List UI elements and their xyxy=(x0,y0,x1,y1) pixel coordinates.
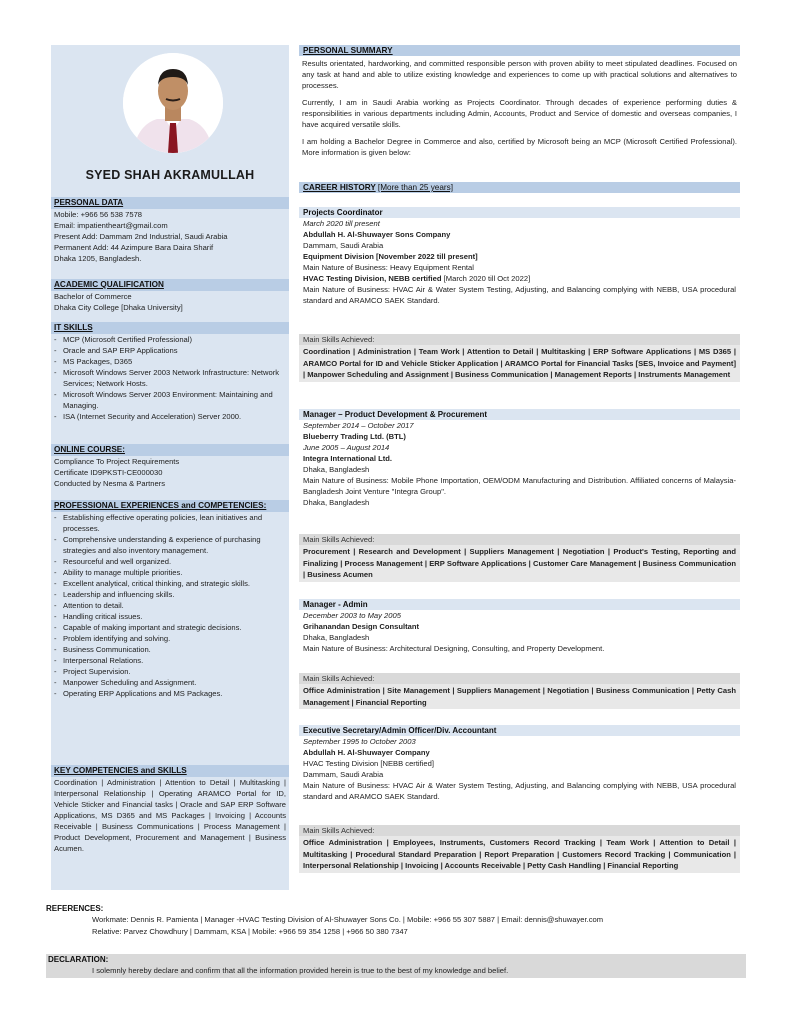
summary-paragraph-2: Currently, I am in Saudi Arabia working as Projects Coordinator. Through decades of experience performing duties & responsibilities in various departments including Admin, Accounts, Product and Service of domestic and overseas companies, I have acquired versatile skills. xyxy=(302,98,737,129)
job-division: Equipment Division [November 2022 till present] xyxy=(303,252,478,261)
competencies-heading: PROFESSIONAL EXPERIENCES and COMPETENCIES: xyxy=(51,500,289,512)
list-item: - Capable of making important and strategic decisions. xyxy=(51,622,289,633)
it-skills-section xyxy=(51,322,289,422)
list-item: - Microsoft Windows Server 2003 Network Infrastructure: Network Services; Network Hosts. xyxy=(51,367,289,389)
job-location-2: Dhaka, Bangladesh xyxy=(303,498,370,507)
key-competencies-heading: KEY COMPETENCIES and SKILLS xyxy=(51,765,289,777)
skills-text: Coordination | Administration | Team Work | Attention to Detail | Multitasking | ERP Software Applications | MS D365 | ARAMCO Portal for ID and Vehicle Sticker Application | ARAMCO Portal for Financial Tasks [SES, Invoice and Payment] | Manpower Scheduling and Assignment | Business Communication | Management Reports | Instruments Management xyxy=(303,347,736,379)
job-title: Manager - Admin xyxy=(299,599,740,610)
job-company: Blueberry Trading Ltd. (BTL) xyxy=(303,432,406,441)
job-projects-coordinator xyxy=(299,207,740,306)
references-section xyxy=(46,903,746,938)
conductor-line: Conducted by Nesma & Partners xyxy=(54,479,166,488)
list-item: - ISA (Internet Security and Acceleration) Server 2000. xyxy=(51,411,289,422)
skills-label: Main Skills Achieved: xyxy=(299,534,740,545)
online-course-heading: ONLINE COURSE: xyxy=(51,444,289,456)
job-nature-2: Main Nature of Business: HVAC Air & Water System Testing, Adjusting, and Balancing complying with NEBB, USA procedural standard and ARAMCO SAEK Standard. xyxy=(303,285,736,305)
job-nature: Main Nature of Business: HVAC Air & Water System Testing, Adjusting, and Balancing complying with NEBB, USA procedural standard and ARAMCO SAEK Standard. xyxy=(303,781,736,801)
job-period: March 2020 till present xyxy=(303,219,380,228)
it-skills-heading: IT SKILLS xyxy=(51,322,289,334)
list-item: - Oracle and SAP ERP Applications xyxy=(51,345,289,356)
list-item: - Resourceful and well organized. xyxy=(51,556,289,567)
reference-workmate: Workmate: Dennis R. Pamienta | Manager -HVAC Testing Division of Al-Shuwayer Sons Co. | Mobile: +966 55 307 5887 | Email: dennis@shuwayer.com xyxy=(92,915,604,924)
job-division: HVAC Testing Division [NEBB certified] xyxy=(303,759,434,768)
list-item: - Attention to detail. xyxy=(51,600,289,611)
job-company: Abdullah H. Al-Shuwayer Company xyxy=(303,748,430,757)
division-name: HVAC Testing Division, NEBB certified xyxy=(303,274,442,283)
declaration-section xyxy=(46,954,746,978)
college-line: Dhaka City College [Dhaka University] xyxy=(54,303,183,312)
list-item: - Interpersonal Relations. xyxy=(51,655,289,666)
it-skills-list xyxy=(51,334,289,422)
job-company: Grihanandan Design Consultant xyxy=(303,622,420,631)
list-item: - Operating ERP Applications and MS Packages. xyxy=(51,688,289,699)
job-company-2: Integra International Ltd. xyxy=(303,454,393,463)
list-item: - Ability to manage multiple priorities. xyxy=(51,567,289,578)
list-item: - Leadership and influencing skills. xyxy=(51,589,289,600)
main-content xyxy=(299,45,740,870)
job-title: Executive Secretary/Admin Officer/Div. Accountant xyxy=(299,725,740,736)
competencies-section xyxy=(51,500,289,699)
list-item: - Establishing effective operating policies, lean initiatives and processes. xyxy=(51,512,289,534)
job-location: Dhaka, Bangladesh xyxy=(303,465,370,474)
job-nature: Main Nature of Business: Mobile Phone Importation, OEM/ODM Manufacturing and Distribution. Affiliated concerns of Malaysia-Bangladesh Joint Venture "Integra Group". xyxy=(303,476,736,496)
career-title: CAREER HISTORY xyxy=(303,183,376,192)
degree-line: Bachelor of Commerce xyxy=(54,292,132,301)
job-manager-admin xyxy=(299,599,740,654)
mobile-line: Mobile: +966 56 538 7578 xyxy=(54,210,143,219)
skills-label: Main Skills Achieved: xyxy=(299,673,740,684)
job-manager-product-development xyxy=(299,409,740,508)
job-nature: Main Nature of Business: Heavy Equipment Rental xyxy=(303,263,474,272)
list-item: - Manpower Scheduling and Assignment. xyxy=(51,677,289,688)
summary-heading xyxy=(299,45,740,56)
skills-box xyxy=(299,673,740,709)
personal-data-heading: PERSONAL DATA xyxy=(51,197,289,209)
left-sidebar xyxy=(51,45,289,890)
list-item: - Business Communication. xyxy=(51,644,289,655)
job-location: Dhaka, Bangladesh xyxy=(303,633,370,642)
permanent-address-line: Permanent Add: 44 Azimpure Bara Daira Sharif xyxy=(54,243,214,252)
job-company: Abdullah H. Al-Shuwayer Sons Company xyxy=(303,230,451,239)
job-executive-secretary xyxy=(299,725,740,802)
job-location: Dammam, Saudi Arabia xyxy=(303,241,384,250)
summary-paragraph-1: Results orientated, hardworking, and committed responsible person with proven ability to meet stipulated deadlines. Focused on any task at hand and able to utilize existing knowledge and experiences to come up with practical solutions and alternatives to processes. xyxy=(302,59,737,90)
skills-box xyxy=(299,334,740,382)
profile-photo xyxy=(123,53,223,153)
job-location: Dammam, Saudi Arabia xyxy=(303,770,384,779)
skills-box xyxy=(299,825,740,873)
personal-data-section xyxy=(51,197,289,264)
list-item: - MS Packages, D365 xyxy=(51,356,289,367)
job-period: December 2003 to May 2005 xyxy=(303,611,401,620)
job-nature: Main Nature of Business: Architectural Designing, Consulting, and Property Development. xyxy=(303,644,605,653)
career-heading xyxy=(299,182,740,193)
person-photo-icon xyxy=(123,53,223,153)
list-item: - Excellent analytical, critical thinking, and strategic skills. xyxy=(51,578,289,589)
reference-relative: Relative: Parvez Chowdhury | Dammam, KSA | Mobile: +966 59 354 1258 | +966 50 380 7347 xyxy=(92,927,408,936)
academic-heading: ACADEMIC QUALIFICATION xyxy=(51,279,289,291)
online-course-section xyxy=(51,444,289,489)
job-division-2 xyxy=(299,273,740,284)
certificate-line: Certificate ID9PKSTI-CE000030 xyxy=(54,468,163,477)
permanent-address-line-2: Dhaka 1205, Bangladesh. xyxy=(54,254,142,263)
academic-section xyxy=(51,279,289,313)
list-item: - Project Supervision. xyxy=(51,666,289,677)
job-period-2: June 2005 – August 2014 xyxy=(303,443,390,452)
skills-label: Main Skills Achieved: xyxy=(299,334,740,345)
list-item: - Handling critical issues. xyxy=(51,611,289,622)
present-address-line: Present Add: Dammam 2nd Industrial, Saudi Arabia xyxy=(54,232,228,241)
skills-text: Procurement | Research and Development | Suppliers Management | Negotiation | Product's Testing, Reporting and Finalizing | Process Management | ERP Software Applications | Customer Care Management | Business Communication | Business Acumen xyxy=(303,547,736,579)
job-period: September 2014 – October 2017 xyxy=(303,421,414,430)
candidate-name: SYED SHAH AKRAMULLAH xyxy=(85,168,255,182)
skills-text: Office Administration | Employees, Instruments, Customers Record Tracking | Team Work | Attention to Detail | Multitasking | Procedural Standard Preparation | Report Preparation | Customers Record Tracking | Communication | Interpersonal Relationship | Invoicing | Accounts Receivable | Petty Cash Handling | Financial Reporting xyxy=(303,838,736,870)
summary-paragraph-3: I am holding a Bachelor Degree in Commerce and also, certified by Microsoft being an MCP (Microsoft Certified Professional). More information is given below: xyxy=(302,137,737,157)
competencies-list xyxy=(51,512,289,699)
career-subtitle: [More than 25 years] xyxy=(377,183,454,192)
declaration-heading: DECLARATION: xyxy=(48,955,109,964)
job-title: Projects Coordinator xyxy=(299,207,740,218)
skills-box xyxy=(299,534,740,582)
skills-text: Office Administration | Site Management | Suppliers Management | Negotiation | Business Communication | Petty Cash Management | Financial Reporting xyxy=(303,686,736,707)
key-competencies-text: Coordination | Administration | Attention to Detail | Multitasking | Interpersonal Relationship | Operating ARAMCO Portal for ID, Vehicle Sticker and Financial tasks | Oracle and SAP ERP Software Applications, MS D365 and MS Packages | Invoicing | Accounts Receivable | Business Communications | Process Management | Product Development, Procurement and Management | Business Acumen. xyxy=(54,778,286,853)
division-period: [March 2020 till Oct 2022] xyxy=(441,274,531,283)
job-title: Manager – Product Development & Procurement xyxy=(299,409,740,420)
job-period: September 1995 to October 2003 xyxy=(303,737,416,746)
email-line: Email: impatientheart@gmail.com xyxy=(54,221,168,230)
list-item: - MCP (Microsoft Certified Professional) xyxy=(51,334,289,345)
references-heading: REFERENCES: xyxy=(46,904,104,913)
list-item: - Microsoft Windows Server 2003 Environment: Maintaining and Managing. xyxy=(51,389,289,411)
declaration-text: I solemnly hereby declare and confirm that all the information provided herein is true to the best of my knowledge and belief. xyxy=(92,966,509,975)
course-line: Compliance To Project Requirements xyxy=(54,457,180,466)
summary-title: PERSONAL SUMMARY xyxy=(303,46,393,55)
key-competencies-section xyxy=(51,765,289,854)
list-item: - Comprehensive understanding & experience of purchasing strategies and also inventory management. xyxy=(51,534,289,556)
skills-label: Main Skills Achieved: xyxy=(299,825,740,836)
list-item: - Problem identifying and solving. xyxy=(51,633,289,644)
